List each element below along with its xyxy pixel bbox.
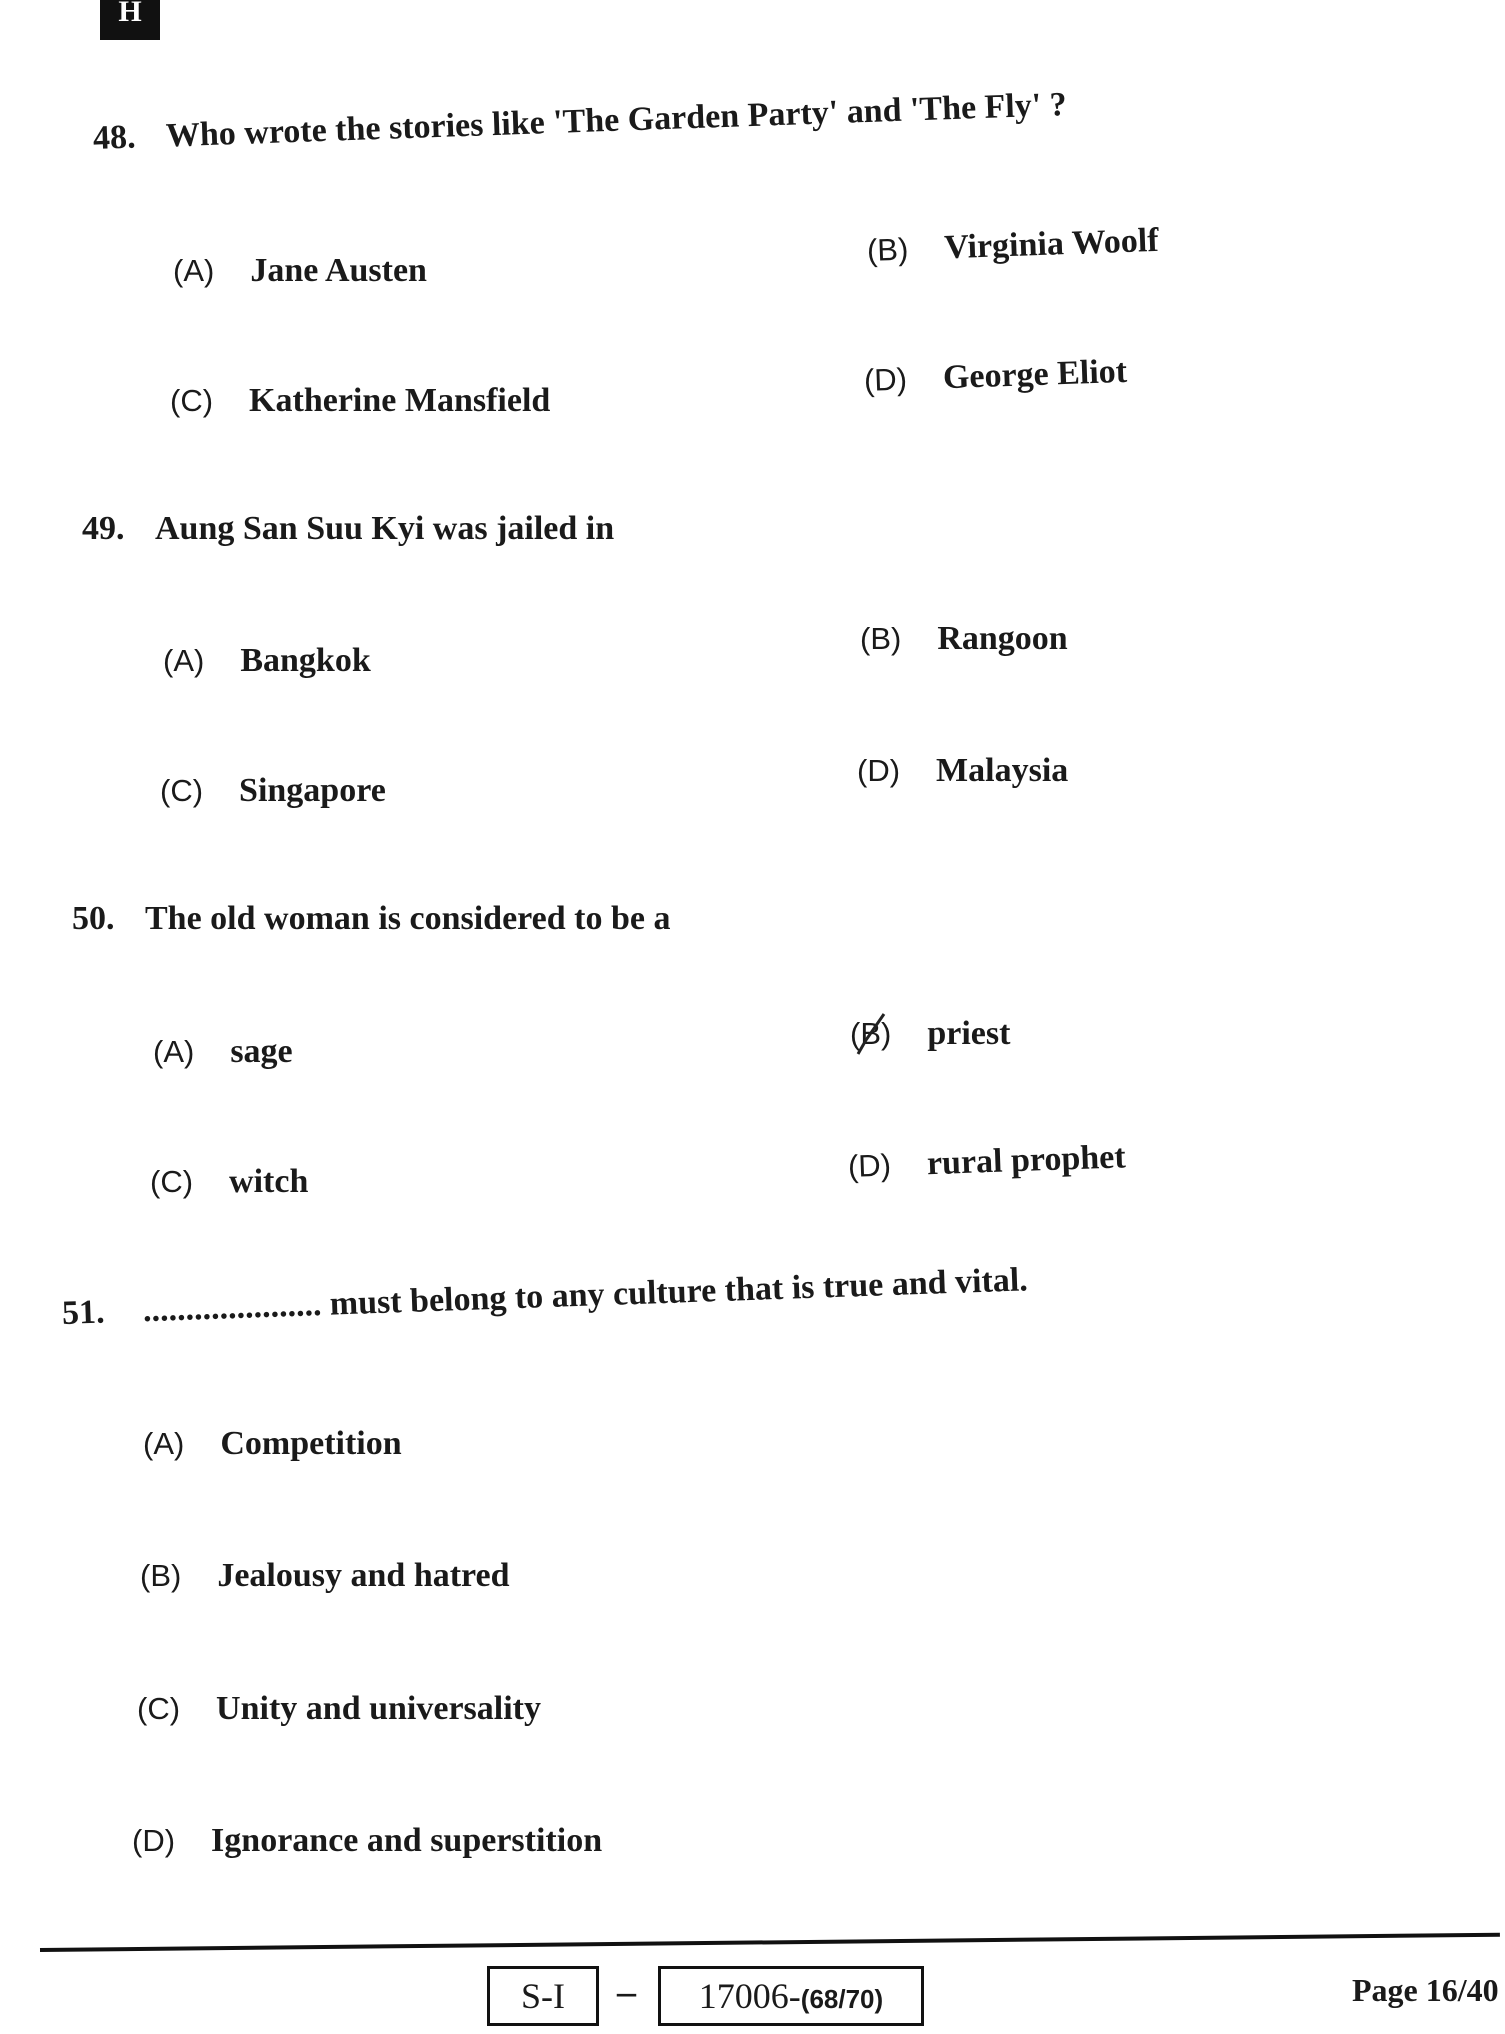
question-text: Aung San Suu Kyi was jailed in — [155, 510, 615, 547]
option-50-b[interactable] — [850, 1015, 1010, 1053]
question-number: 50. — [72, 900, 115, 937]
option-label: (A) — [173, 253, 215, 288]
option-label: (C) — [150, 1164, 194, 1199]
option-49-a[interactable] — [163, 642, 371, 680]
option-text: Jane Austen — [250, 252, 427, 289]
question-51 — [61, 1261, 1028, 1333]
option-51-c[interactable] — [137, 1690, 541, 1728]
option-text: Singapore — [239, 772, 386, 809]
option-text: Virginia Woolf — [943, 221, 1160, 267]
option-label: (B) — [866, 231, 909, 268]
option-label: (D) — [132, 1823, 176, 1858]
option-text: Katherine Mansfield — [249, 382, 551, 419]
option-text: sage — [230, 1033, 293, 1070]
option-label: (A) — [153, 1034, 195, 1069]
option-label: (B) — [860, 621, 902, 656]
question-48 — [92, 86, 1067, 158]
option-50-d[interactable] — [847, 1138, 1126, 1186]
option-51-b[interactable] — [140, 1557, 510, 1595]
option-label: (C) — [137, 1691, 181, 1726]
option-text: Ignorance and superstition — [211, 1822, 603, 1859]
option-48-b[interactable] — [866, 222, 1159, 270]
page-number: Page 16/40 — [1352, 1972, 1499, 2008]
series-box: S-I — [487, 1966, 599, 2026]
option-50-c[interactable] — [150, 1163, 308, 1201]
question-text: Who wrote the stories like 'The Garden Party' and 'The Fly' ? — [165, 86, 1068, 155]
option-text: Rangoon — [937, 620, 1068, 657]
option-label: (D) — [857, 753, 901, 788]
option-label — [850, 1016, 891, 1052]
option-text: witch — [229, 1163, 309, 1200]
option-49-c[interactable] — [160, 772, 386, 810]
footer-divider — [40, 1933, 1500, 1952]
option-49-d[interactable] — [857, 752, 1068, 790]
option-text: Unity and universality — [216, 1690, 541, 1727]
option-50-a[interactable] — [153, 1033, 293, 1071]
question-text: ..................... must belong to any culture that is true and vital. — [142, 1261, 1029, 1330]
question-number: 51. — [61, 1293, 106, 1332]
question-number: 48. — [92, 118, 137, 157]
option-text: priest — [927, 1015, 1011, 1052]
option-label: (D) — [847, 1147, 892, 1184]
question-number: 49. — [82, 510, 125, 547]
option-51-a[interactable] — [143, 1425, 402, 1463]
question-text: The old woman is considered to be a — [145, 900, 671, 937]
option-text: Jealousy and hatred — [217, 1557, 510, 1594]
question-50 — [72, 900, 670, 938]
option-48-d[interactable] — [863, 353, 1127, 400]
option-text: rural prophet — [926, 1138, 1127, 1183]
question-49 — [82, 510, 614, 548]
paper-code-suffix: (68/70) — [800, 1984, 884, 2014]
paper-code: 17006- — [698, 1976, 801, 2016]
set-label-badge: H — [100, 0, 160, 40]
option-label: (D) — [863, 361, 908, 398]
option-label: (C) — [170, 383, 214, 418]
option-text: George Eliot — [942, 352, 1128, 397]
option-label: (A) — [163, 643, 205, 678]
option-text: Malaysia — [936, 752, 1069, 789]
option-text: Bangkok — [240, 642, 371, 679]
option-48-c[interactable] — [170, 382, 550, 420]
option-text: Competition — [220, 1425, 402, 1462]
option-label-text: (B) — [850, 1016, 892, 1051]
option-51-d[interactable] — [132, 1822, 602, 1860]
paper-code-box — [658, 1966, 924, 2026]
option-label: (C) — [160, 773, 204, 808]
option-49-b[interactable] — [860, 620, 1068, 658]
option-label: (B) — [140, 1558, 182, 1593]
footer-dash: – — [617, 1971, 636, 2013]
option-48-a[interactable] — [173, 252, 427, 290]
option-label: (A) — [143, 1426, 185, 1461]
